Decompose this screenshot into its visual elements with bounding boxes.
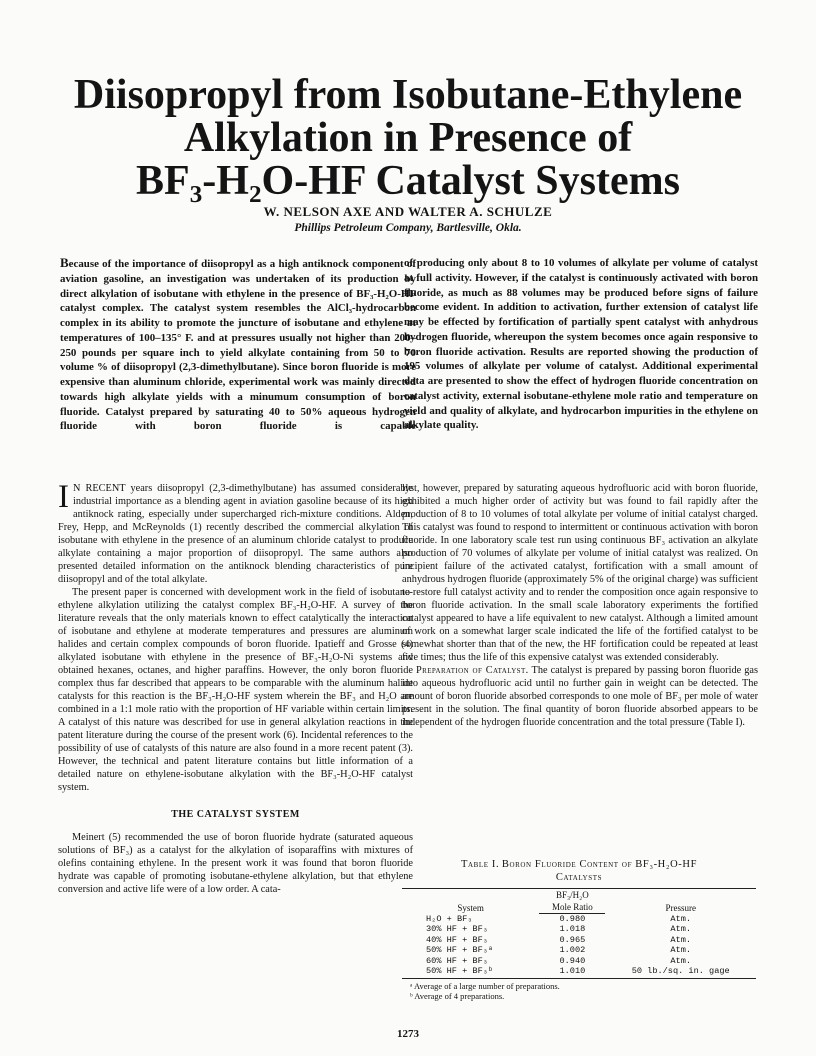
cell-ratio: 0.980 <box>559 914 586 924</box>
cell-system: 50% HF + BF₃ᵃ <box>426 945 494 956</box>
abstract-right: of producing only about 8 to 10 volumes of alkylate per volume of catalyst at full activity. However, if the catalyst is continuously activated with boron fluoride, as much as 88 volumes may be produced before signs of failure become evident. In addition to activation, further extension of catalyst life may be effected by fortification of partially spent catalyst with anhydrous hydrogen fluoride, whereupon the system becomes once again responsive to boron fluoride activation. Results are reported showing the production of 195 volumes of alkylate per volume of catalyst. Additional experimental data are presented to show the effect of hydrogen fluoride concentration on catalyst activity, external isobutane-ethylene mole ratio and temperature on yield and quality of alkylate, and hydrocarbon impurities in the ethylene on alkylate quality. <box>404 257 758 432</box>
subsection-lead: Preparation of Catalyst. <box>416 665 529 676</box>
drop-cap: I <box>58 479 69 515</box>
body-text: N RECENT years diisopropyl (2,3-dimethylbutane) has assumed considerable industrial importance as a blending agent in aviation gasoline because of its high antiknock rating, especially under supercharged rich-mixture conditions. Alden, Frey, Hepp, and McReynolds (1) recently described the commercial alkylation of isobutane with ethylene in the presence of an aluminum chloride catalyst to produce alkylate containing a major proportion of diisopropyl. The same authors also presented detailed information on the antiknock blending characteristics of pure diisopropyl and of the total alkylate. <box>58 483 413 585</box>
column-header-ratio-2: Mole Ratio <box>539 901 605 914</box>
body-paragraph: lyst, however, prepared by saturating aqueous hydrofluoric acid with boron fluoride, exhibited a much higher order of activity but was found to fail rapidly after the production of 8 to 10 volumes of total alkylate per volume of initial catalyst charged. This catalyst was found to respond to intermittent or continuous activation with boron fluoride. In one laboratory scale test run using continuous BF₃ activation an alkylate production of 70 volumes of alkylate per volume of initial catalyst was realized. On incipient failure of the activated catalyst, fortification with a small amount of anhydrous hydrogen fluoride (approximately 5% of the original charge) was sufficient to restore full catalyst activity and to render the composition once again responsive to boron fluoride activation. In the small scale laboratory experiments the fortified catalyst appeared to have a life equivalent to new catalyst. Although a limited amount of work on a somewhat larger scale indicated the life of the fortified catalyst to be somewhat shorter than that of the new, the HF fortification could be repeated at least five times; thus the life of this expensive catalyst was extended considerably. <box>402 483 758 663</box>
table-caption-line-1: Boron Fluoride Content of BF₃-H₂O-HF <box>501 859 698 870</box>
column-header-pressure: Pressure <box>605 889 756 914</box>
cell-ratio: 1.018 <box>559 924 586 935</box>
table-row <box>402 935 756 945</box>
footnote-a: ᵃ Average of a large number of preparations. <box>410 981 560 992</box>
affiliation: Phillips Petroleum Company, Bartlesville, Okla. <box>294 222 522 234</box>
cell-ratio: 0.940 <box>559 955 586 966</box>
authors: W. NELSON AXE AND WALTER A. SCHULZE <box>263 204 553 219</box>
table-body <box>402 914 756 979</box>
cell-ratio: 1.010 <box>539 966 605 979</box>
footnote-b: ᵇ Average of 4 preparations. <box>410 991 505 1002</box>
title-line-1: Diisopropyl from Isobutane-Ethylene <box>73 72 743 118</box>
cell-system: 50% HF + BF₃ᵇ <box>402 966 539 979</box>
section-heading: THE CATALYST SYSTEM <box>171 809 300 820</box>
body-text: The catalyst is prepared by passing boron fluoride gas into aqueous hydrofluoric acid until no further gain in weight can be detected. The amount of boron fluoride absorbed corresponds to one mole of BF₃ per mole of water present in the solution. The final quantity of boron fluoride absorbed appears to be independent of the hydrogen fluoride concentration and the total pressure (Table I). <box>402 665 758 728</box>
body-column-left <box>58 479 413 896</box>
abstract-left: Because of the importance of diisopropyl as a high antiknock component of aviation gasoline, an investigation was undertaken of its production by direct alkylation of isobutane with ethylene in the presence of BF₃-H₂O-HF catalyst complex. The catalyst system resembles the AlCl₃-hydrocarbon complex in its ability to promote the juncture of isobutane and ethylene at temperatures of 100–135° F. and at pressures usually not higher than 200–250 pounds per square inch to yield alkylate containing from 50 to 70 volume % of diisopropyl (2,3-dimethylbutane). Since boron fluoride is more expensive than aluminum chloride, experimental work was mainly directed towards high alkylate yields with a minumum consumption of boron fluoride. Catalyst prepared by saturating 40 to 50% aqueous hydrogen fluoride with boron fluoride is capable <box>60 255 416 433</box>
table-row <box>402 914 756 925</box>
cell-system: H₂O + BF₃ <box>426 913 473 924</box>
cell-system: 30% HF + BF₃ <box>426 924 488 935</box>
cell-system: 60% HF + BF₃ <box>426 955 488 966</box>
table-row <box>402 956 756 966</box>
body-paragraph <box>402 664 758 729</box>
table-1 <box>402 858 756 1001</box>
table-row <box>402 924 756 934</box>
cell-pressure: Atm. <box>670 934 692 945</box>
cell-ratio: 0.965 <box>559 934 586 945</box>
body-paragraph <box>58 479 413 586</box>
cell-ratio: 1.002 <box>559 945 586 956</box>
cell-pressure: 50 lb./sq. in. gage <box>605 966 756 979</box>
cell-pressure: Atm. <box>670 955 692 966</box>
table-row <box>402 966 756 979</box>
cell-pressure: Atm. <box>670 945 692 956</box>
data-table <box>402 888 756 979</box>
article-title <box>40 74 776 203</box>
table-caption-line-2: Catalysts <box>555 872 603 883</box>
cell-pressure: Atm. <box>670 924 692 935</box>
cell-system: 40% HF + BF₃ <box>426 934 488 945</box>
column-header-system: System <box>402 889 539 914</box>
body-paragraph: The present paper is concerned with development work in the field of isobutane-ethylene alkylation utilizing the catalyst complex BF₃-H₂O-HF. A survey of the literature reveals that the only materials known to effect catalytically the interaction of isobutane and ethylene at moderate temperatures and pressures are aluminum halides and certain complex compounds of boron fluoride. Ipatieff and Grosse (4) alkylated isobutane with ethylene in the presence of BF₃-H₂O-Ni systems and obtained hexanes, octanes, and higher paraffins. However, the only boron fluoride complex thus far described that appears to be comparable with the aluminum halide catalysts for this reaction is the BF₃-H₂O-HF system wherein the BF₃ and H₂O are combined in a 1:1 mole ratio with the proportion of HF variable within certain limits. A catalyst of this nature was described for use in general alkylation reactions in the patent literature during the course of the present work (6). Incidental references to the possibility of use of catalysts of this nature are also found in a more recent patent (3). However, the technical and patent literature contains but little information of a detailed nature on ethylene-isobutane alkylation with the BF₃-H₂O-HF catalyst system. <box>58 587 413 793</box>
table-footnotes <box>402 981 756 1001</box>
column-header-ratio-1: BF₃/H₂O <box>539 889 605 902</box>
title-line-2: Alkylation in Presence of <box>183 115 633 161</box>
table-label: Table I. <box>460 859 500 870</box>
table-caption <box>402 858 756 884</box>
title-line-3: BF₃-H₂O-HF Catalyst Systems <box>136 158 680 204</box>
body-column-right <box>402 482 758 729</box>
page-number: 1273 <box>397 1028 419 1040</box>
body-paragraph: Meinert (5) recommended the use of boron fluoride hydrate (saturated aqueous solutions of BF₃) as a catalyst for the alkylation of isoparaffins with mixtures of olefins containing ethylene. In the present work it was found that boron fluoride hydrate was capable of promoting isobutane-ethylene alkylation, but that ethylene conversion and active life were of a low order. A cata- <box>58 832 413 895</box>
cell-pressure: Atm. <box>670 913 692 924</box>
table-row <box>402 945 756 955</box>
